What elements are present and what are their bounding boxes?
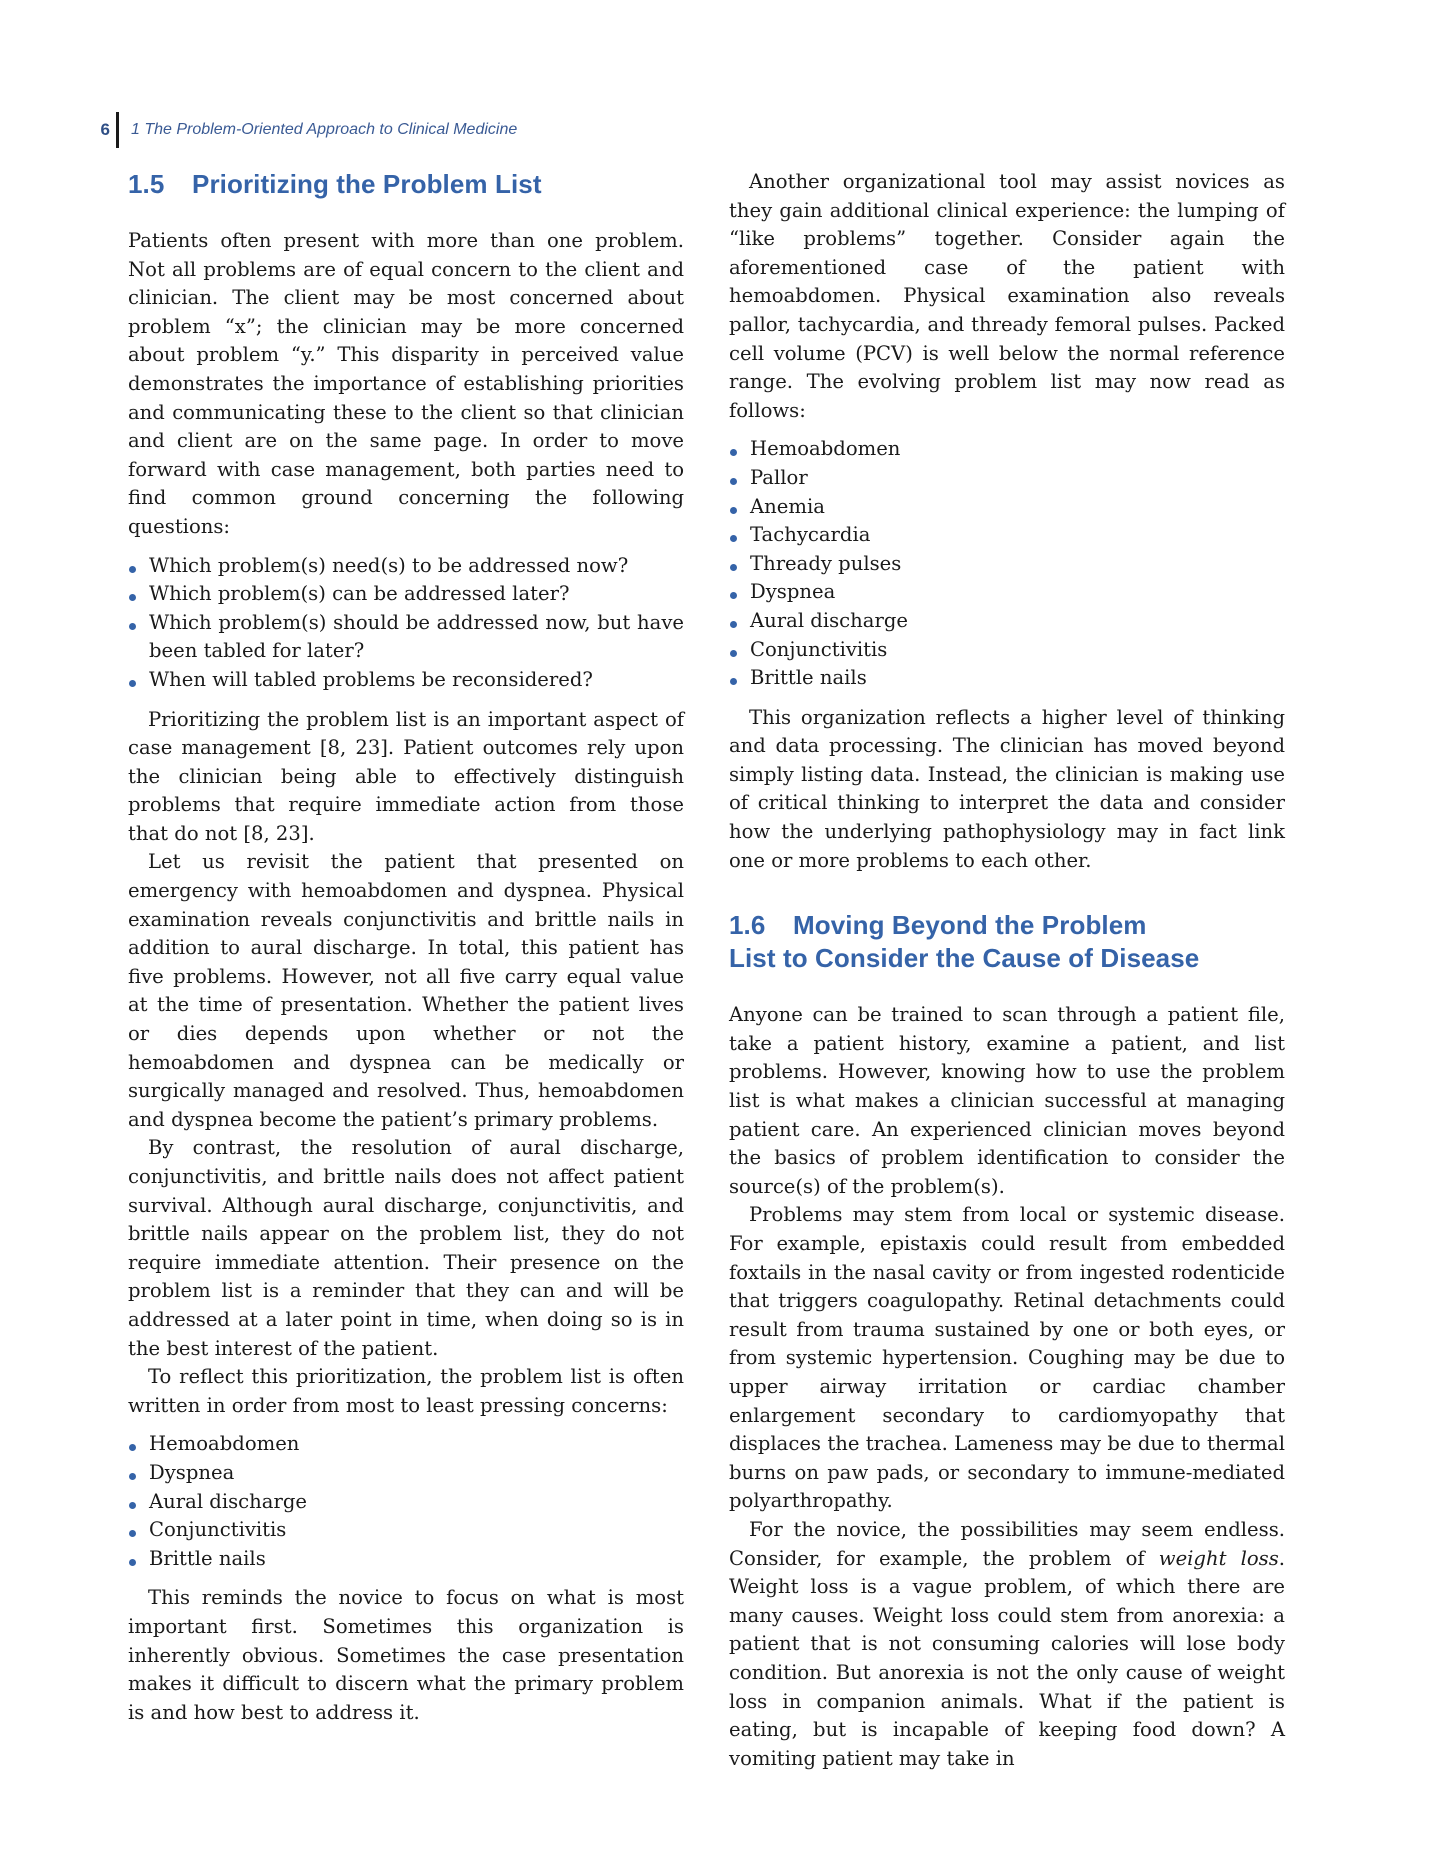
- paragraph: Patients often present with more than one problem. Not all problems are of equal concern to the client and clinician. The client may be most concerned about problem “x”; the clinician may be more concerned about problem “y.” This disparity in perceived value demonstrates the importance of establishing priorities and communicating these to the client so that clinician and client are on the same page. In order to move forward with case management, both parties need to find common ground concerning the following questions:: [128, 229, 684, 538]
- paragraph: Anyone can be trained to scan through a patient file, take a patient history, examine a patient, and list problems. However, knowing how to use the problem list is what makes a clinician successful at managing patient care. An experienced clinician moves beyond the basics of problem identification to consider the source(s) of the problem(s).: [729, 1003, 1285, 1198]
- left-column: [128, 168, 684, 1727]
- running-title: 1 The Problem-Oriented Approach to Clinical Medicine: [131, 121, 518, 138]
- paragraph: Problems may stem from local or systemic disease. For example, epistaxis could result from embedded foxtails in the nasal cavity or from ingested rodenticide that triggers coagulopathy. Retinal detachments could result from trauma sustained by one or both eyes, or from systemic hypertension. Coughing may be due to upper airway irritation or cardiac chamber enlargement secondary to cardiomyopathy that displaces the trachea. Lameness may be due to thermal burns on paw pads, or secondary to immune-mediated polyarthropathy.: [729, 1203, 1285, 1513]
- section-number: 1.5: [128, 169, 165, 199]
- list-item: Tachycardia: [729, 521, 1285, 550]
- list-item: Brittle nails: [128, 1545, 684, 1574]
- list-item: Dyspnea: [128, 1459, 684, 1488]
- section-heading-1-5: [128, 168, 684, 201]
- list-item: Which problem(s) need(s) to be addressed now?: [128, 552, 684, 581]
- list-item: Thready pulses: [729, 550, 1285, 579]
- list-item: Aural discharge: [729, 607, 1285, 636]
- list-item: Hemoabdomen: [729, 435, 1285, 464]
- paragraph: By contrast, the resolution of aural discharge, conjunctivitis, and brittle nails does not affect patient survival. Although aural discharge, conjunctivitis, and brittle nails appear on the problem list, they do not require immediate attention. Their presence on the problem list is a reminder that they can and will be addressed at a later point in time, when doing so is in the best interest of the patient.: [128, 1136, 684, 1360]
- list-item: Brittle nails: [729, 664, 1285, 693]
- paragraph: This organization reflects a higher level of thinking and data processing. The clinician has moved beyond simply listing data. Instead, the clinician is making use of critical thinking to interpret the data and consider how the underlying pathophysiology may in fact link one or more problems to each other.: [729, 705, 1285, 872]
- section-title: Prioritizing the Problem List: [192, 169, 542, 199]
- list-item: Conjunctivitis: [729, 636, 1285, 665]
- questions-list: [128, 552, 684, 695]
- list-item: Which problem(s) should be addressed now, but have been tabled for later?: [128, 609, 684, 666]
- paragraph: [729, 1516, 1285, 1773]
- right-column: [729, 168, 1285, 1773]
- evolving-problem-list: [729, 435, 1285, 692]
- list-item: Anemia: [729, 493, 1285, 522]
- paragraph: Prioritizing the problem list is an important aspect of case management [8, 23]. Patient outcomes rely upon the clinician being able to effectively distinguish problems that require immediate action from those that do not [8, 23].: [128, 707, 684, 845]
- running-header: [96, 112, 517, 148]
- section-heading-1-6: [729, 909, 1285, 975]
- paragraph: Another organizational tool may assist novices as they gain additional clinical experience: the lumping of “like problems” together. Consider again the aforementioned case of the patient with hemoabdomen. Physical examination also reveals pallor, tachycardia, and thready femoral pulses. Packed cell volume (PCV) is well below the normal reference range. The evolving problem list may now read as follows:: [729, 170, 1285, 422]
- list-item: Dyspnea: [729, 578, 1285, 607]
- text-run: For the novice, the possibilities may seem endless. Consider, for example, the problem of: [729, 1517, 1285, 1570]
- list-item: Aural discharge: [128, 1488, 684, 1517]
- list-item: When will tabled problems be reconsidered?: [128, 666, 684, 695]
- page-number: 6: [100, 120, 110, 139]
- section-number: 1.6: [729, 910, 766, 941]
- text-run: . Weight loss is a vague problem, of which there are many causes. Weight loss could stem from anorexia: a patient that is not consuming calories will lose body condition. But anorexia is not the only cause of weight loss in companion animals. What if the patient is eating, but is incapable of keeping food down? A vomiting patient may take in: [729, 1546, 1285, 1770]
- paragraph: To reflect this prioritization, the problem list is often written in order from most to least pressing concerns:: [128, 1365, 684, 1417]
- list-item: Hemoabdomen: [128, 1430, 684, 1459]
- section-title-line-1: Moving Beyond the Problem: [793, 910, 1147, 941]
- section-title-line-2: List to Consider the Cause of Disease: [729, 943, 1200, 974]
- paragraph: This reminds the novice to focus on what is most important first. Sometimes this organization is inherently obvious. Sometimes the case presentation makes it difficult to discern what the primary problem is and how best to address it.: [128, 1586, 684, 1724]
- list-item: Pallor: [729, 464, 1285, 493]
- prioritized-problem-list: [128, 1430, 684, 1573]
- paragraph: Let us revisit the patient that presented on emergency with hemoabdomen and dyspnea. Physical examination reveals conjunctivitis and brittle nails in addition to aural discharge. In total, this patient has five problems. However, not all five carry equal value at the time of presentation. Whether the patient lives or dies depends upon whether or not the hemoabdomen and dyspnea can be medically or surgically managed and resolved. Thus, hemoabdomen and dyspnea become the patient’s primary problems.: [128, 850, 684, 1131]
- header-rule: [116, 112, 119, 148]
- list-item: Conjunctivitis: [128, 1516, 684, 1545]
- list-item: Which problem(s) can be addressed later?: [128, 580, 684, 609]
- emphasis-text: weight loss: [1158, 1546, 1279, 1570]
